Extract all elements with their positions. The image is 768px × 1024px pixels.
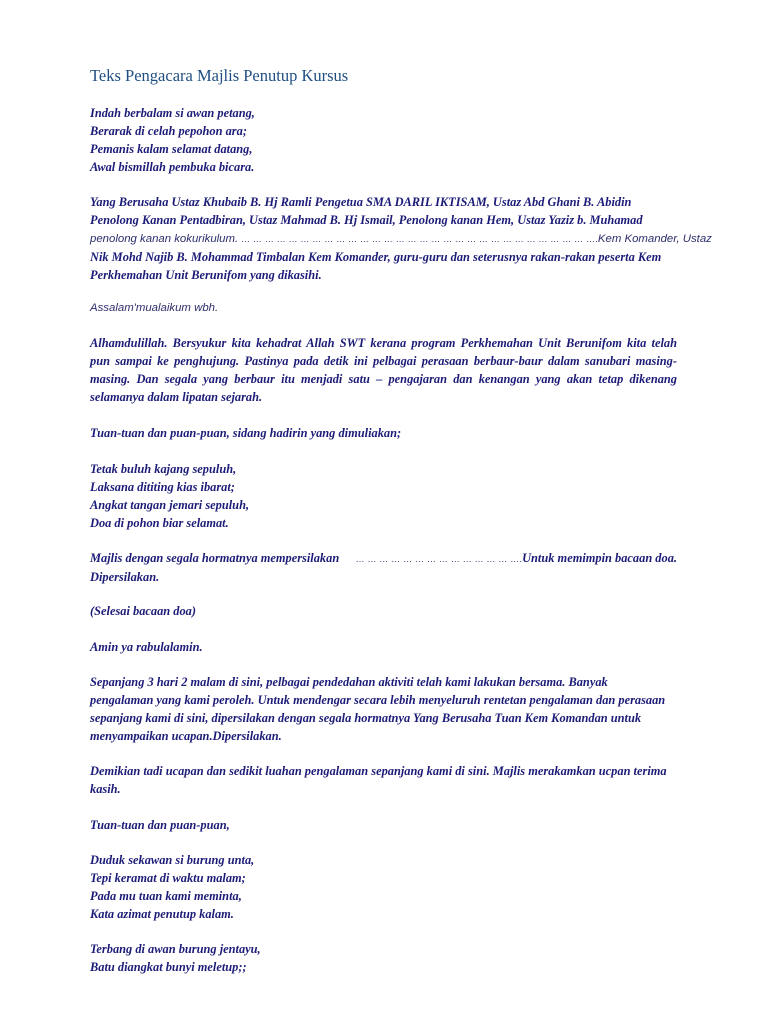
selesai-text: (Selesai bacaan doa) xyxy=(90,604,196,618)
paragraph-line: Demikian tadi ucapan dan sedikit luahan pengalaman sepanjang kami di sini. Majlis merakamkan ucpan terima xyxy=(90,764,667,778)
paragraph-line: Alhamdulillah. Bersyukur kita kehadrat Allah SWT kerana program Perkhemahan Unit Berunifom kita telah xyxy=(90,336,677,350)
pantun-line: Laksana dititing kias ibarat; xyxy=(90,480,235,494)
pantun-line: Pada mu tuan kami meminta, xyxy=(90,889,242,903)
invite-line xyxy=(90,549,677,568)
address-paragraph xyxy=(90,424,677,442)
greeting-line: Perkhemahan Unit Berunifom yang dikasihi. xyxy=(90,268,322,282)
pantun-line: Berarak di celah pepohon ara; xyxy=(90,124,247,138)
salam-paragraph xyxy=(90,299,677,317)
invite-text: Untuk memimpin bacaan doa. xyxy=(522,551,677,565)
paragraph-line: menyampaikan ucapan.Dipersilakan. xyxy=(90,729,282,743)
pantun-line: Doa di pohon biar selamat. xyxy=(90,516,229,530)
pantun-line: Terbang di awan burung jentayu, xyxy=(90,942,261,956)
paragraph-line: selamanya dalam lipatan sejarah. xyxy=(90,390,263,404)
invite-paragraph xyxy=(90,549,677,586)
paragraph-line: pengalaman yang kami peroleh. Untuk mendengar secara lebih menyeluruh rentetan pengalaman dan perasaan xyxy=(90,693,666,707)
pantun-line: Awal bismillah pembuka bicara. xyxy=(90,160,255,174)
amin-text: Amin ya rabulalamin. xyxy=(90,640,203,654)
pantun-line: Tepi keramat di waktu malam; xyxy=(90,871,246,885)
greeting-line: Nik Mohd Najib B. Mohammad Timbalan Kem Komander, guru-guru dan seterusnya rakan-rakan peserta Kem xyxy=(90,250,662,264)
doa-pantun xyxy=(90,460,677,532)
greeting-text: penolong kanan kokurikulum. xyxy=(90,233,239,245)
greeting-line: Yang Berusaha Ustaz Khubaib B. Hj Ramli Pengetua SMA DARIL IKTISAM, Ustaz Abd Ghani B. Abidin xyxy=(90,195,632,209)
pantun-line: Indah berbalam si awan petang, xyxy=(90,106,255,120)
address-text: Tuan-tuan dan puan-puan, sidang hadirin yang dimuliakan; xyxy=(90,426,402,440)
greeting-paragraph xyxy=(90,193,712,284)
pantun-line: Pemanis kalam selamat datang, xyxy=(90,142,253,156)
alhamdulillah-paragraph xyxy=(90,334,677,406)
paragraph-line: sepanjang kami di sini, dipersilakan dengan segala hormatnya Yang Berusaha Tuan Kem Komandan untuk xyxy=(90,711,642,725)
greeting-text: Kem Komander, Ustaz xyxy=(597,233,712,245)
pantun-line: Duduk sekawan si burung unta, xyxy=(90,853,255,867)
paragraph-line: Sepanjang 3 hari 2 malam di sini, pelbagai pendedahan aktiviti telah kami lakukan bersama. Banyak xyxy=(90,675,608,689)
paragraph-line: pun sampai ke penghujung. Pastinya pada detik ini pelbagai perasaan berbaur-baur dalam sanubari masing- xyxy=(90,354,677,368)
document-title: Teks Pengacara Majlis Penutup Kursus xyxy=(90,66,349,85)
pantun-line: Tetak buluh kajang sepuluh, xyxy=(90,462,237,476)
greeting-line: Penolong Kanan Pentadbiran, Ustaz Mahmad B. Hj Ismail, Penolong kanan Hem, Ustaz Yaziz b. Muhamad xyxy=(90,213,643,227)
opening-pantun xyxy=(90,104,677,176)
pantun-line: Kata azimat penutup kalam. xyxy=(90,907,234,921)
invite-text: Majlis dengan segala hormatnya mempersilakan xyxy=(90,551,340,565)
closing-pantun xyxy=(90,851,677,923)
demikian-paragraph xyxy=(90,762,677,798)
pantun-line: Angkat tangan jemari sepuluh, xyxy=(90,498,250,512)
sepanjang-paragraph xyxy=(90,673,677,745)
salam-text: Assalam'mualaikum wbh. xyxy=(90,302,219,314)
amin-paragraph xyxy=(90,638,677,656)
paragraph-line: kasih. xyxy=(90,782,121,796)
greeting-line xyxy=(90,229,712,248)
blank-dots: … … … … … … … … … … … … … … … … … … … … … … … … … … … … … …. xyxy=(238,234,598,244)
address-text: Tuan-tuan dan puan-puan, xyxy=(90,818,230,832)
pantun-line: Batu diangkat bunyi meletup;; xyxy=(90,960,247,974)
paragraph-line: masing. Dan segala yang berbaur itu menjadi satu – pengajaran dan kenangan yang akan tetap dikenang xyxy=(90,372,677,386)
blank-dots: … … … … … … … … … … … … … …. xyxy=(355,554,523,564)
final-pantun xyxy=(90,940,677,976)
address-paragraph xyxy=(90,816,677,834)
invite-tail xyxy=(355,549,677,568)
selesai-paragraph xyxy=(90,602,677,620)
invite-line: Dipersilakan. xyxy=(90,570,160,584)
